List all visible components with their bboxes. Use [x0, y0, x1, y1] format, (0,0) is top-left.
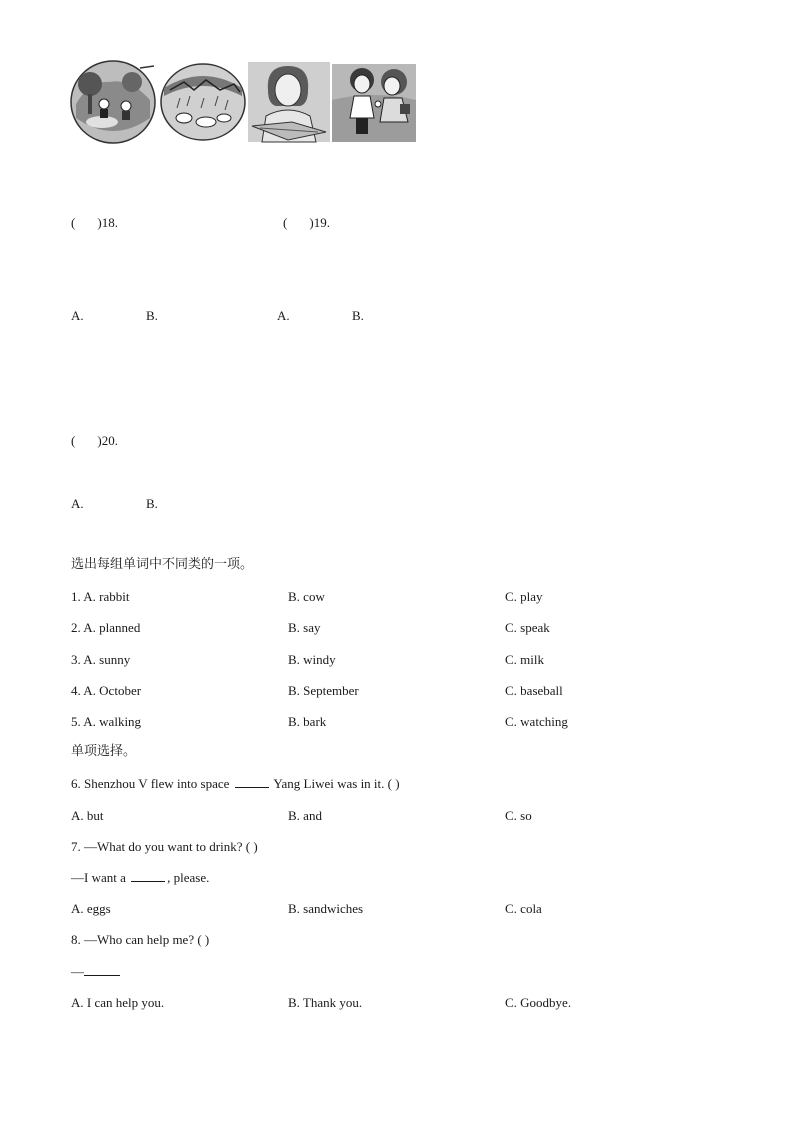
- question-number: 20.: [101, 433, 118, 448]
- q7-text-before: —I want a: [71, 870, 126, 885]
- question-7-line-1: 7. —What do you want to drink? ( ): [71, 839, 258, 854]
- answer-paren-close: ): [97, 433, 102, 448]
- q6-option-a: A. but: [71, 808, 104, 823]
- q20-option-a: A.: [71, 496, 84, 511]
- question-18: [71, 215, 118, 231]
- q19-option-b: B.: [352, 308, 364, 323]
- odd-item-2-b: B. say: [288, 620, 321, 635]
- answer-paren-open: (: [283, 215, 288, 230]
- question-8-line-1: 8. —Who can help me? ( ): [71, 932, 210, 947]
- odd-item-2-c: C. speak: [505, 620, 550, 635]
- picnic-picture: [70, 60, 156, 144]
- q8-option-b: B. Thank you.: [288, 995, 363, 1010]
- odd-item-5-a: 5. A. walking: [71, 714, 142, 729]
- rainy-park-picture: [160, 60, 246, 144]
- q18-option-a: A.: [71, 308, 84, 323]
- q18-option-b: B.: [146, 308, 158, 323]
- q7-option-c: C. cola: [505, 901, 542, 916]
- q8-option-c: C. Goodbye.: [505, 995, 572, 1010]
- q20-option-b: B.: [146, 496, 158, 511]
- q8-blank[interactable]: [84, 964, 120, 976]
- odd-item-1-b: B. cow: [288, 589, 325, 604]
- odd-item-4-a: 4. A. October: [71, 683, 142, 698]
- q8-option-a: A. I can help you.: [71, 995, 165, 1010]
- odd-item-5-b: B. bark: [288, 714, 327, 729]
- odd-item-3-c: C. milk: [505, 652, 545, 667]
- answer-paren-open: (: [71, 215, 76, 230]
- q19-option-a: A.: [277, 308, 290, 323]
- odd-item-1-a: 1. A. rabbit: [71, 589, 130, 604]
- q7-option-b: B. sandwiches: [288, 901, 364, 916]
- q6-blank[interactable]: [235, 776, 269, 788]
- answer-paren-close: ): [97, 215, 102, 230]
- q7-blank[interactable]: [131, 870, 165, 882]
- q7-option-a: A. eggs: [71, 901, 111, 916]
- odd-item-1-c: C. play: [505, 589, 543, 604]
- question-8-line-2: [71, 964, 120, 980]
- two-girls-picture: [332, 60, 416, 144]
- question-number: 19.: [313, 215, 330, 230]
- odd-item-4-b: B. September: [288, 683, 359, 698]
- answer-paren-close: ): [309, 215, 314, 230]
- q6-text-before: 6. Shenzhou V flew into space: [71, 776, 230, 791]
- listening-pictures: [70, 60, 415, 144]
- q6-option-b: B. and: [288, 808, 322, 823]
- odd-item-5-c: C. watching: [505, 714, 568, 729]
- odd-item-4-c: C. baseball: [505, 683, 563, 698]
- answer-paren-open: (: [71, 433, 76, 448]
- q8-dash: —: [71, 964, 84, 979]
- q6-text-after: Yang Liwei was in it. ( ): [273, 776, 400, 791]
- question-7-line-2: [71, 870, 209, 886]
- question-6: [71, 776, 400, 792]
- q6-option-c: C. so: [505, 808, 532, 823]
- section-heading-odd-one-out: 选出每组单词中不同类的一项。: [71, 557, 254, 572]
- q7-text-after: , please.: [167, 870, 210, 885]
- question-number: 18.: [101, 215, 118, 230]
- odd-item-3-a: 3. A. sunny: [71, 652, 131, 667]
- section-heading-single-choice: 单项选择。: [71, 744, 137, 759]
- odd-item-2-a: 2. A. planned: [71, 620, 141, 635]
- odd-item-3-b: B. windy: [288, 652, 336, 667]
- question-20: [71, 433, 118, 449]
- question-19: [283, 215, 330, 231]
- woman-reading-picture: [248, 60, 330, 144]
